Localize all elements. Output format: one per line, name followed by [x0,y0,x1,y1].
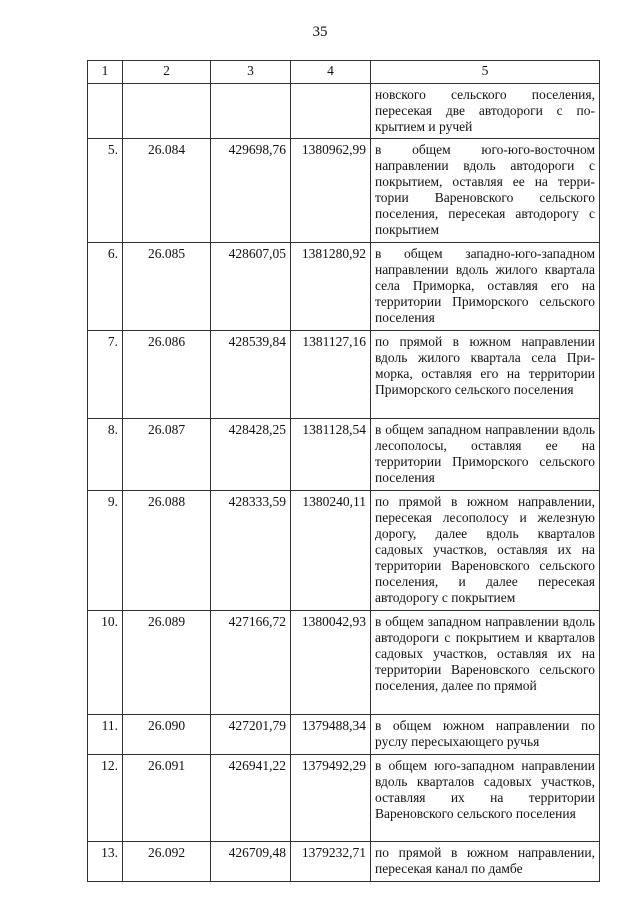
description-cell: в общем юго-западном направлении вдоль кварталов садовых участков, оставляя их на территории Вареновского сельского поселения [371,755,600,842]
table-header-row [88,61,600,84]
empty-cell [123,84,211,139]
description-cell: в общем южном направлении по руслу пересыхающего ручья [371,715,600,755]
y-coordinate-cell: 1379492,29 [291,755,371,842]
point-code-cell: 26.088 [123,491,211,611]
description-cell: в общем западном направлении вдоль автодороги с покрытием и кварталов садовых участков, оставляя их на территории Вареновского сельского поселения, далее по прямой [371,611,600,715]
table-row [88,419,600,491]
table-row-continuation [88,84,600,139]
table-row [88,331,600,419]
column-header-1: 1 [88,61,123,84]
description-cell: в общем юго-юго-восточном направлении вдоль автодороги с покрытием, оставляя ее на территории Вареновского сельского поселения, пересекая автодорогу с покрытием [371,139,600,243]
row-number-cell: 13. [88,842,123,882]
table-row [88,611,600,715]
x-coordinate-cell: 426941,22 [211,755,291,842]
column-header-2: 2 [123,61,211,84]
row-number-cell: 9. [88,491,123,611]
column-header-4: 4 [291,61,371,84]
table-row [88,715,600,755]
description-cell: в общем западно-юго-западном направлении вдоль жилого квартала села Приморка, оставляя его на территории Приморского сельского поселения [371,243,600,331]
row-number-cell: 8. [88,419,123,491]
description-cell: в общем западном направлении вдоль лесополосы, оставляя ее на территории Приморского сельского поселения [371,419,600,491]
point-code-cell: 26.089 [123,611,211,715]
x-coordinate-cell: 428607,05 [211,243,291,331]
table-row [88,243,600,331]
row-number-cell: 11. [88,715,123,755]
point-code-cell: 26.085 [123,243,211,331]
empty-cell [88,84,123,139]
row-number-cell: 12. [88,755,123,842]
point-code-cell: 26.086 [123,331,211,419]
x-coordinate-cell: 426709,48 [211,842,291,882]
y-coordinate-cell: 1379488,34 [291,715,371,755]
row-number-cell: 7. [88,331,123,419]
y-coordinate-cell: 1379232,71 [291,842,371,882]
y-coordinate-cell: 1380042,93 [291,611,371,715]
y-coordinate-cell: 1381127,16 [291,331,371,419]
boundary-description-table [87,60,600,882]
description-cell: по прямой в южном направлении вдоль жилого квартала села Приморка, оставляя его на территории Приморского сельского поселения [371,331,600,419]
description-cell: по прямой в южном направлении, пересекая лесополосу и железную дорогу, далее вдоль кварталов садовых участков, оставляя их на территории Вареновского сельского поселения, и далее пересекая автодорогу с покрытием [371,491,600,611]
table-row [88,491,600,611]
y-coordinate-cell: 1380240,11 [291,491,371,611]
x-coordinate-cell: 427166,72 [211,611,291,715]
table-row [88,755,600,842]
x-coordinate-cell: 429698,76 [211,139,291,243]
empty-cell [291,84,371,139]
y-coordinate-cell: 1381128,54 [291,419,371,491]
x-coordinate-cell: 428428,25 [211,419,291,491]
row-number-cell: 10. [88,611,123,715]
page-number: 35 [312,24,328,40]
point-code-cell: 26.090 [123,715,211,755]
table-row [88,139,600,243]
column-header-3: 3 [211,61,291,84]
description-cell: новского сельского поселения, пересекая две автодороги с покрытием и ручей [371,84,600,139]
empty-cell [211,84,291,139]
table-row [88,842,600,882]
point-code-cell: 26.092 [123,842,211,882]
row-number-cell: 5. [88,139,123,243]
point-code-cell: 26.084 [123,139,211,243]
column-header-5: 5 [371,61,600,84]
x-coordinate-cell: 427201,79 [211,715,291,755]
description-cell: по прямой в южном направлении, пересекая канал по дамбе [371,842,600,882]
y-coordinate-cell: 1381280,92 [291,243,371,331]
x-coordinate-cell: 428539,84 [211,331,291,419]
row-number-cell: 6. [88,243,123,331]
x-coordinate-cell: 428333,59 [211,491,291,611]
point-code-cell: 26.091 [123,755,211,842]
y-coordinate-cell: 1380962,99 [291,139,371,243]
point-code-cell: 26.087 [123,419,211,491]
